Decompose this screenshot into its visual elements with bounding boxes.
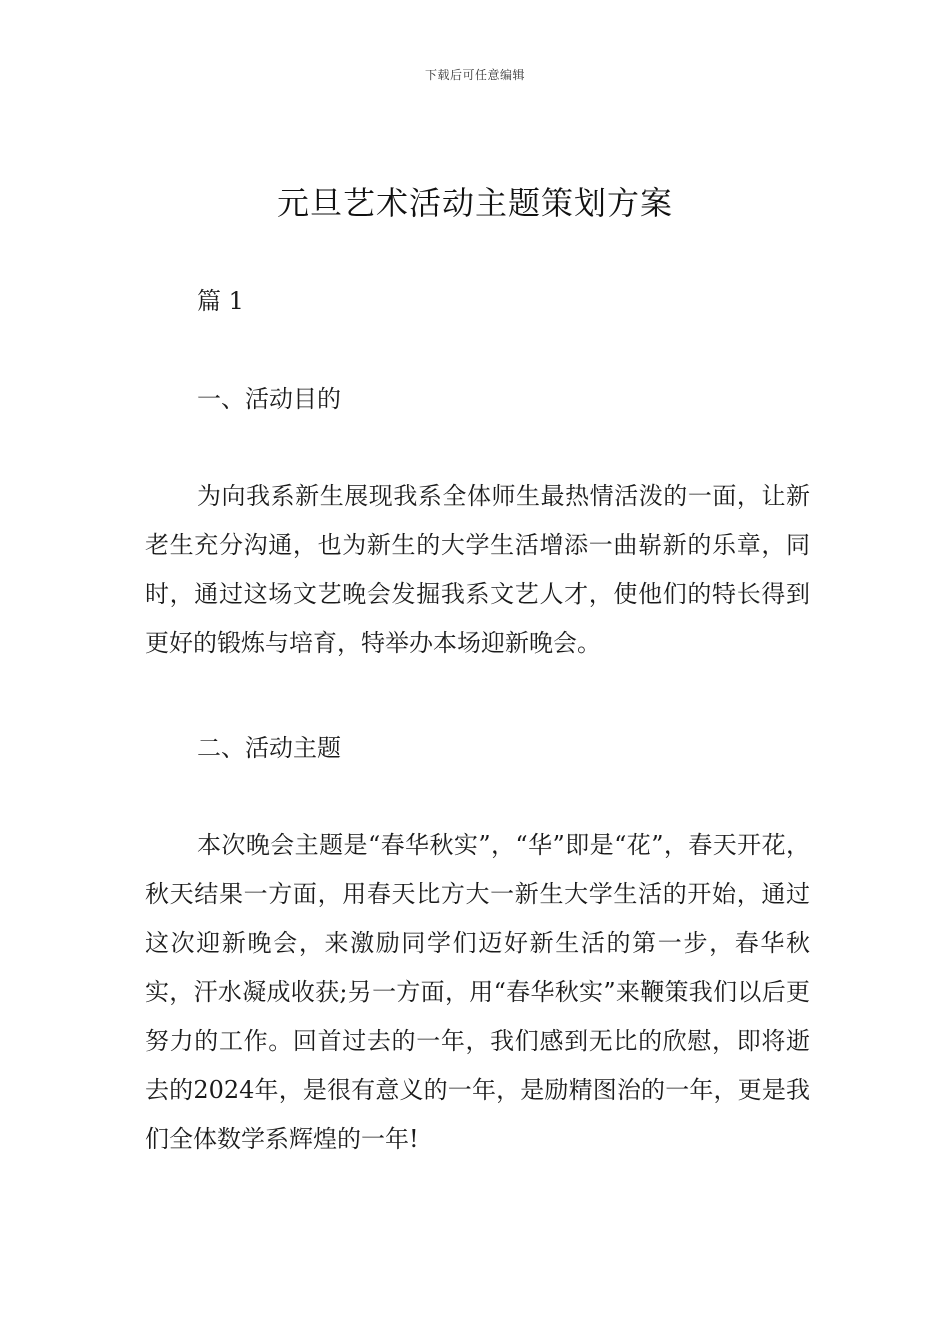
paragraph-activity-theme: 本次晚会主题是“春华秋实”，“华”即是“花”，春天开花，秋天结果一方面，用春天比方大一新生大学生活的开始，通过这次迎新晚会，来激励同学们迈好新生活的第一步，春华秋实，汗水凝成收获;另一方面，用“春华秋实”来鞭策我们以后更努力的工作。回首过去的一年，我们感到无比的欣慰，即将逝去的2024年，是很有意义的一年，是励精图治的一年，更是我们全体数学系辉煌的一年!: [145, 831, 810, 1153]
paragraph-activity-purpose: 为向我系新生展现我系全体师生最热情活泼的一面，让新老生充分沟通，也为新生的大学生活增添一曲崭新的乐章，同时，通过这场文艺晚会发掘我系文艺人才，使他们的特长得到更好的锻炼与培育，特举办本场迎新晚会。: [145, 482, 810, 657]
section-label: 篇 1: [197, 287, 244, 315]
heading-activity-purpose: 一、活动目的: [197, 385, 341, 413]
document-title: 元旦艺术活动主题策划方案: [276, 184, 673, 222]
heading-activity-theme: 二、活动主题: [197, 734, 341, 762]
header-note: 下载后可任意编辑: [424, 68, 525, 82]
